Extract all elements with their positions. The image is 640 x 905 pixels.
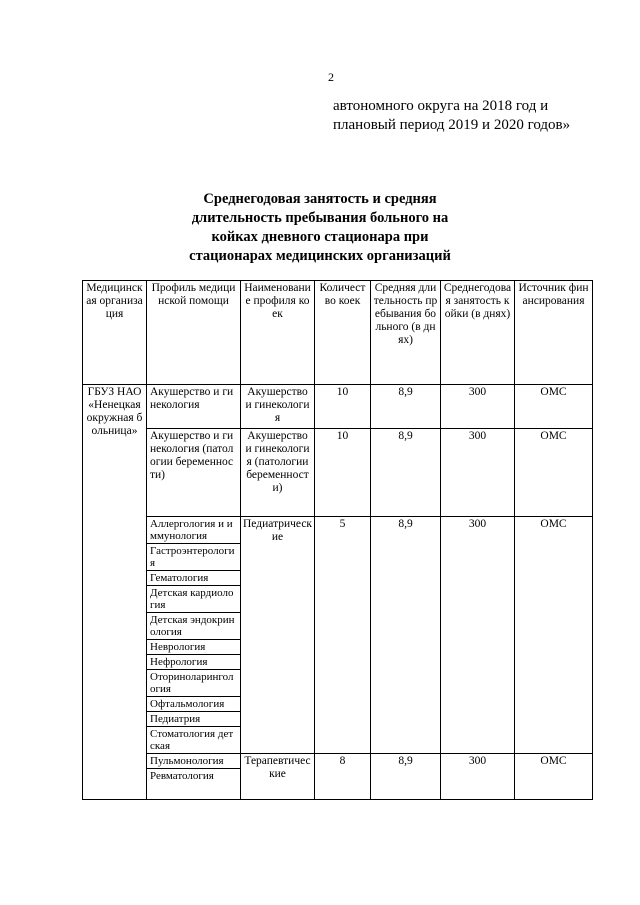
header-bed-profile: Наименование профиля коек	[241, 281, 315, 385]
profile-cell: Акушерство и гинекология	[147, 385, 241, 429]
table-row	[83, 385, 593, 429]
hospital-beds-table	[82, 280, 593, 800]
title-line-4: стационарах медицинских организаций	[189, 248, 451, 264]
bed-profile-cell: Акушерство и гинекология (патологии беременности)	[241, 429, 315, 517]
header-profile: Профиль медицинской помощи	[147, 281, 241, 385]
bed-profile-cell: Акушерство и гинекология	[241, 385, 315, 429]
page-number: 2	[328, 70, 334, 84]
table-row	[83, 429, 593, 517]
list-item: Педиатрия	[147, 712, 240, 727]
list-item: Гастроэнтерология	[147, 544, 240, 571]
avg-stay-cell: 8,9	[371, 385, 441, 429]
organization-cell-continued	[83, 754, 147, 800]
bed-profile-cell: Терапевтические	[241, 754, 315, 800]
header-occupancy: Среднегодовая занятость койки (в днях)	[441, 281, 515, 385]
profile-cell: Акушерство и гинекология (патологии беременности)	[147, 429, 241, 517]
document-title	[150, 190, 490, 266]
beds-cell: 10	[315, 429, 371, 517]
beds-cell: 5	[315, 517, 371, 754]
beds-cell: 8	[315, 754, 371, 800]
title-line-2: длительность пребывания больного на	[191, 210, 449, 226]
list-item: Гематология	[147, 571, 240, 586]
title-line-1: Среднегодовая занятость и средняя	[203, 191, 437, 207]
list-item: Детская эндокринология	[147, 613, 240, 640]
list-item: Нефрология	[147, 655, 240, 670]
header-beds: Количество коек	[315, 281, 371, 385]
occupancy-cell: 300	[441, 754, 515, 800]
list-item: Детская кардиология	[147, 586, 240, 613]
header-source: Источник финансирования	[515, 281, 593, 385]
heading-line-2: плановый период 2019 и 2020 годов»	[333, 117, 571, 133]
source-cell: ОМС	[515, 517, 593, 754]
list-item: Оториноларингология	[147, 670, 240, 697]
list-item: Стоматология детская	[150, 728, 234, 752]
organization-cell-continued	[83, 517, 147, 754]
occupancy-cell: 300	[441, 385, 515, 429]
list-item: Неврология	[147, 640, 240, 655]
therapeutic-profiles-cell	[147, 754, 241, 800]
organization-cell: ГБУЗ НАО «Ненецкая окружная больница»	[83, 385, 147, 517]
pediatric-profiles-cell	[147, 517, 241, 754]
bed-profile-cell: Педиатрические	[241, 517, 315, 754]
source-cell: ОМС	[515, 754, 593, 800]
list-item: Пульмонология	[147, 754, 240, 769]
table-row	[83, 754, 593, 800]
avg-stay-cell: 8,9	[371, 517, 441, 754]
beds-cell: 10	[315, 385, 371, 429]
source-cell: ОМС	[515, 429, 593, 517]
avg-stay-cell: 8,9	[371, 754, 441, 800]
list-item: Офтальмология	[147, 697, 240, 712]
list-item: Ревматология	[150, 770, 214, 782]
list-item: Аллергология и иммунология	[147, 517, 240, 544]
occupancy-cell: 300	[441, 429, 515, 517]
table-row	[83, 517, 593, 754]
occupancy-cell: 300	[441, 517, 515, 754]
header-avg-stay: Средняя длительность пребывания больного (в днях)	[371, 281, 441, 385]
title-line-3: койках дневного стационара при	[211, 229, 429, 245]
avg-stay-cell: 8,9	[371, 429, 441, 517]
header-organization: Медицинская организация	[83, 281, 147, 385]
table-header-row	[83, 281, 593, 385]
source-cell: ОМС	[515, 385, 593, 429]
heading-line-1: автономного округа на 2018 год и	[333, 98, 549, 114]
